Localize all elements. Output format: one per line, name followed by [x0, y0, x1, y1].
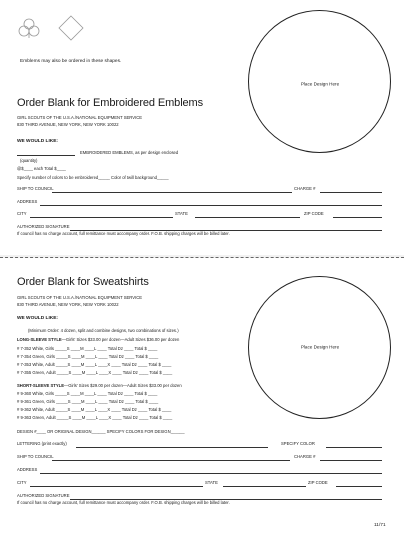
- emblem-city-field[interactable]: [30, 217, 173, 218]
- emblem-note: Emblems may also be ordered in these shapes.: [20, 59, 122, 64]
- long-sleeve-prices: —Girls' Sizes $33.00 per dozen—Adult Sizes $36.00 per dozen: [61, 337, 180, 342]
- lettering-label: LETTERING (print exactly): [17, 441, 67, 446]
- specify-color-label: SPECIFY COLOR: [281, 441, 315, 446]
- emblem-order-title: Order Blank for Embroidered Emblems: [17, 97, 204, 109]
- sweatshirt-address-field[interactable]: [40, 473, 382, 474]
- emblem-address-label: ADDRESS: [17, 199, 38, 204]
- sweatshirt-address-2: 830 THIRD AVENUE, NEW YORK, NEW YORK 10022: [17, 302, 119, 307]
- long-sleeve-row[interactable]: # 7-353 White, Adult _____S ____M ____L ____X ____ Total Dz ____ Total $ ____: [17, 362, 172, 367]
- sweatshirt-ship-to-label: SHIP TO COUNCIL: [17, 454, 54, 459]
- emblem-ship-to-label: SHIP TO COUNCIL: [17, 186, 54, 191]
- emblem-signature-label: AUTHORIZED SIGNATURE: [17, 224, 70, 229]
- sweatshirt-zip-field[interactable]: [336, 486, 382, 487]
- sweatshirt-charge-field[interactable]: [320, 460, 382, 461]
- long-sleeve-heading: LONG-SLEEVE STYLE: [17, 337, 62, 342]
- sweatshirt-address-1: GIRL SCOUTS OF THE U.S.A./NATIONAL EQUIPMENT SERVICE: [17, 295, 143, 300]
- emblem-circle-label: Place Design Here: [300, 81, 340, 87]
- sweatshirt-state-field[interactable]: [223, 486, 306, 487]
- emblem-state-field[interactable]: [195, 217, 300, 218]
- emblem-zip-label: ZIP CODE: [304, 211, 324, 216]
- long-sleeve-row[interactable]: # 7-354 Green, Girls _____S ____M ____L ____ Total Dz ____ Total $ ____: [17, 354, 159, 359]
- sweatshirt-ship-to-field[interactable]: [52, 460, 290, 461]
- design-line[interactable]: DESIGN #____ OR ORIGINAL DESIGN______ SPECIFY COLORS FOR DESIGN______: [17, 429, 185, 434]
- form-number: 11/71: [374, 523, 386, 528]
- emblem-address-2: 830 THIRD AVENUE, NEW YORK, NEW YORK 10022: [17, 122, 119, 127]
- emblem-city-label: CITY: [17, 211, 27, 216]
- trefoil-shape-icon: [17, 17, 41, 39]
- emblem-quantity-label: (quantity): [20, 158, 38, 163]
- sweatshirt-minimum-order: (Minimum Order: 4 dozen, split and combine designs, two combinations of sizes.): [28, 328, 179, 333]
- short-sleeve-prices: —Girls' Sizes $29.00 per dozen—Adult Sizes $33.00 per dozen: [64, 383, 182, 388]
- emblem-state-label: STATE: [175, 211, 188, 216]
- emblem-charge-label: CHARGE #: [294, 186, 316, 191]
- diamond-shape-icon: [58, 15, 84, 41]
- emblem-zip-field[interactable]: [333, 217, 382, 218]
- sweatshirt-address-label: ADDRESS: [17, 467, 38, 472]
- emblem-we-would-like: WE WOULD LIKE:: [17, 139, 59, 144]
- emblem-address-field[interactable]: [40, 205, 382, 206]
- sweatshirt-state-label: STATE: [205, 480, 218, 485]
- emblem-colors-line: Specify number of colors to be embroidered_____ Color of twill background_____: [17, 175, 169, 180]
- short-sleeve-heading: SHORT-SLEEVE STYLE: [17, 383, 65, 388]
- sweatshirt-zip-label: ZIP CODE: [308, 480, 328, 485]
- emblem-ship-to-field[interactable]: [52, 192, 292, 193]
- sweatshirt-city-label: CITY: [17, 480, 27, 485]
- sweatshirt-signature-label: AUTHORIZED SIGNATURE: [17, 493, 70, 498]
- emblem-remittance-note: If council has no charge account, full remittance must accompany order. F.O.B. shipping charges will be billed later.: [17, 231, 230, 236]
- sweatshirt-city-field[interactable]: [30, 486, 203, 487]
- sweatshirt-charge-label: CHARGE #: [294, 454, 316, 459]
- short-sleeve-row[interactable]: # 9-363 Green, Adult _____S ____M ____L ____X ____ Total Dz ____ Total $ ____: [17, 415, 173, 420]
- sweatshirt-order-title: Order Blank for Sweatshirts: [17, 276, 149, 288]
- emblem-charge-field[interactable]: [320, 192, 382, 193]
- sweatshirt-circle-label: Place Design Here: [300, 344, 340, 350]
- short-sleeve-row[interactable]: # 9-362 White, Adult _____S ____M ____L ____X ____ Total Dz ____ Total $ ____: [17, 407, 172, 412]
- emblem-description: EMBROIDERED EMBLEMS, as per design enclosed: [80, 150, 179, 155]
- long-sleeve-row[interactable]: # 7-352 White, Girls _____S ____M ____L ____ Total Dz ____ Total $ ____: [17, 346, 158, 351]
- specify-color-field[interactable]: [326, 447, 382, 448]
- emblem-address-1: GIRL SCOUTS OF THE U.S.A./NATIONAL EQUIPMENT SERVICE: [17, 115, 143, 120]
- short-sleeve-row[interactable]: # 9-360 White, Girls _____S ____M ____L ____ Total Dz ____ Total $ ____: [17, 391, 158, 396]
- sweatshirt-remittance-note: If council has no charge account, full remittance must accompany order. F.O.B. shipping charges will be billed later.: [17, 500, 230, 505]
- lettering-field[interactable]: [76, 447, 268, 448]
- long-sleeve-pricing: [17, 337, 179, 342]
- short-sleeve-pricing: [17, 383, 182, 388]
- perforation-line: [0, 257, 404, 258]
- short-sleeve-row[interactable]: # 9-361 Green, Girls _____S ____M ____L ____ Total Dz ____ Total $ ____: [17, 399, 159, 404]
- emblem-price-line: @$____ each Total $____: [17, 166, 66, 171]
- long-sleeve-row[interactable]: # 7-355 Green, Adult _____S ____M ____L ____X ____ Total Dz ____ Total $ ____: [17, 370, 173, 375]
- sweatshirt-we-would-like: WE WOULD LIKE:: [17, 316, 59, 321]
